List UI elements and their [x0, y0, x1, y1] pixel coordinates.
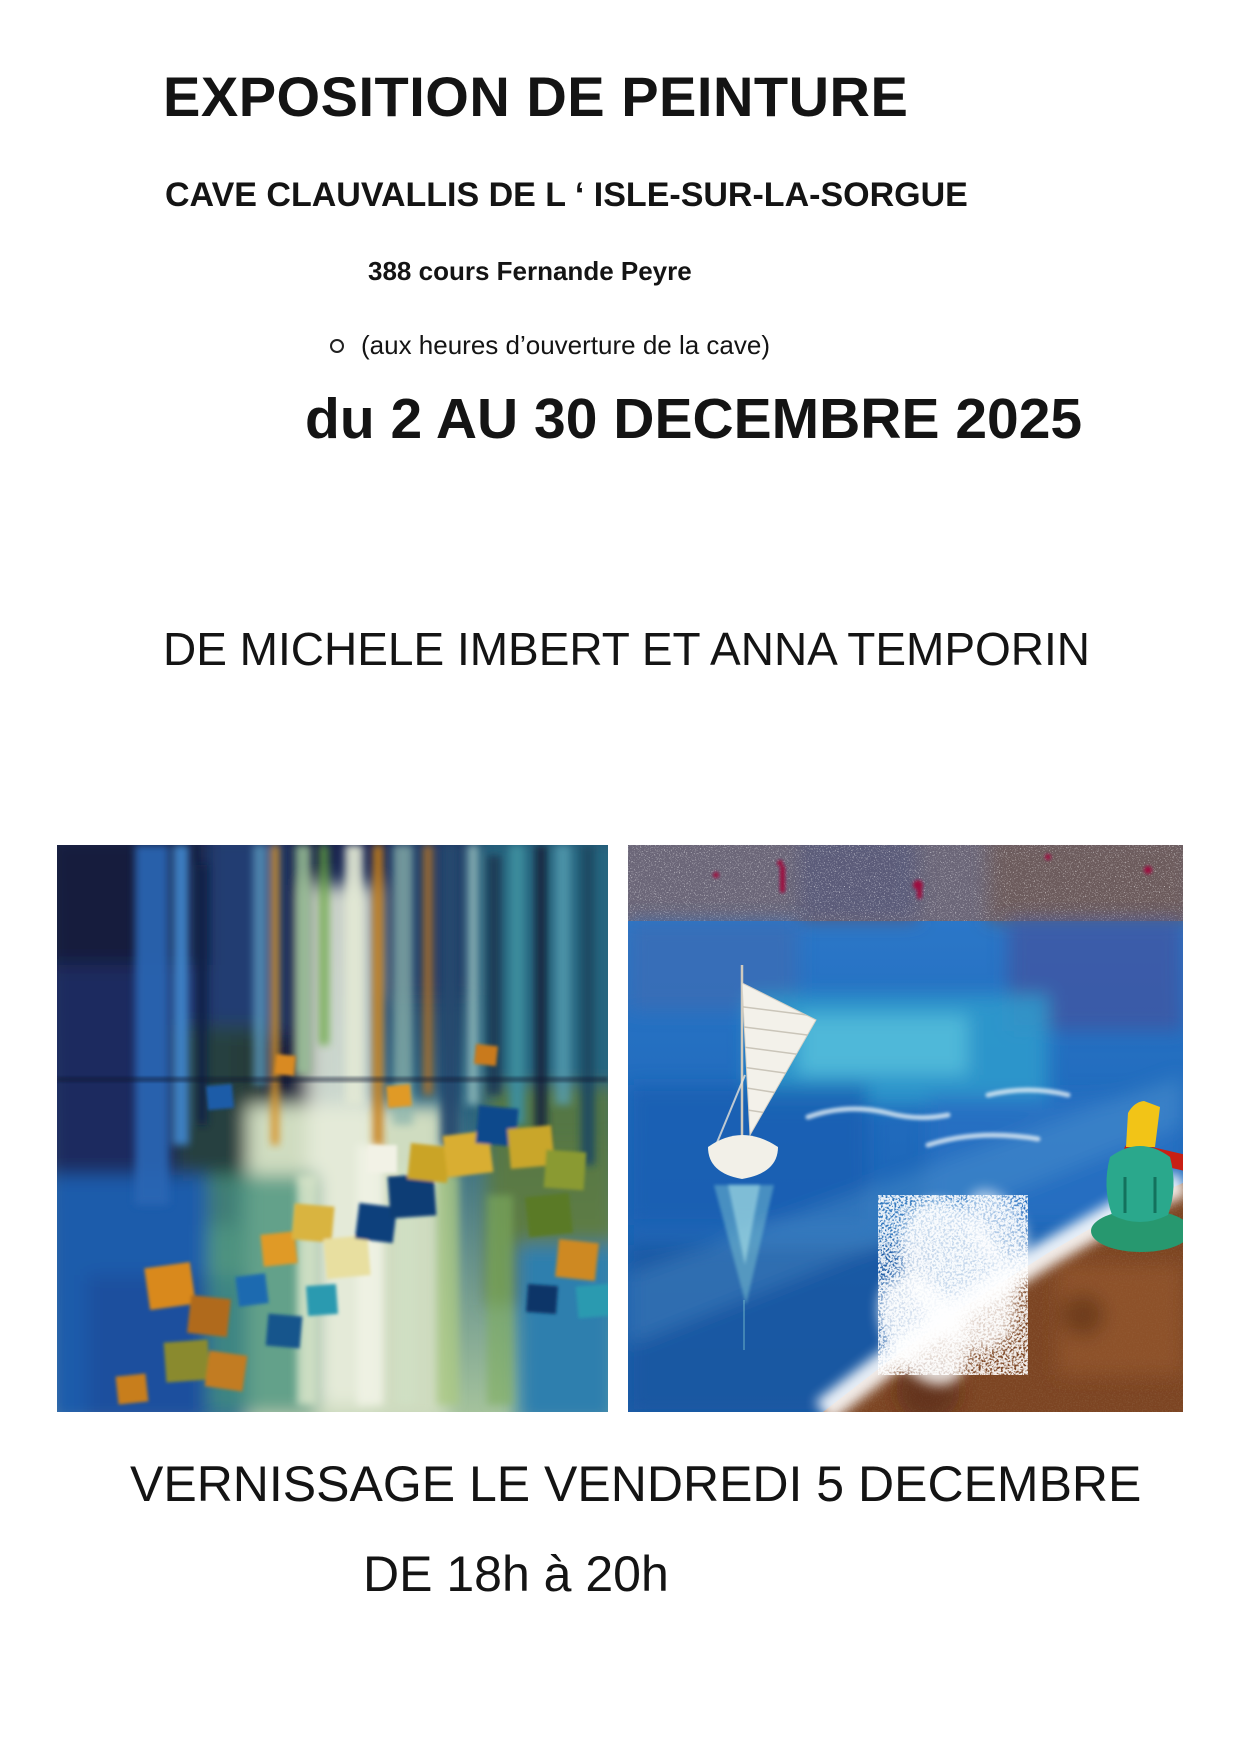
right-painting-seascape — [628, 845, 1183, 1412]
address-line: 388 cours Fernande Peyre — [368, 256, 692, 286]
exhibition-dates: du 2 AU 30 DECEMBRE 2025 — [305, 387, 1083, 451]
left-painting-canvas — [57, 845, 608, 1412]
poster-title: EXPOSITION DE PEINTURE — [163, 65, 909, 128]
opening-hours-text: (aux heures d’ouverture de la cave) — [361, 330, 771, 360]
right-painting-canvas — [628, 845, 1183, 1412]
vernissage-hours-line: DE 18h à 20h — [363, 1546, 669, 1602]
artists-line: DE MICHELE IMBERT ET ANNA TEMPORIN — [163, 623, 1091, 675]
left-painting-abstract-mosaic — [57, 845, 608, 1412]
vernissage-line: VERNISSAGE LE VENDREDI 5 DECEMBRE — [130, 1456, 1142, 1512]
opening-hours-line — [330, 330, 770, 361]
circle-bullet-icon — [330, 339, 344, 353]
venue-line: CAVE CLAUVALLIS DE L ‘ ISLE-SUR-LA-SORGUE — [165, 176, 968, 214]
